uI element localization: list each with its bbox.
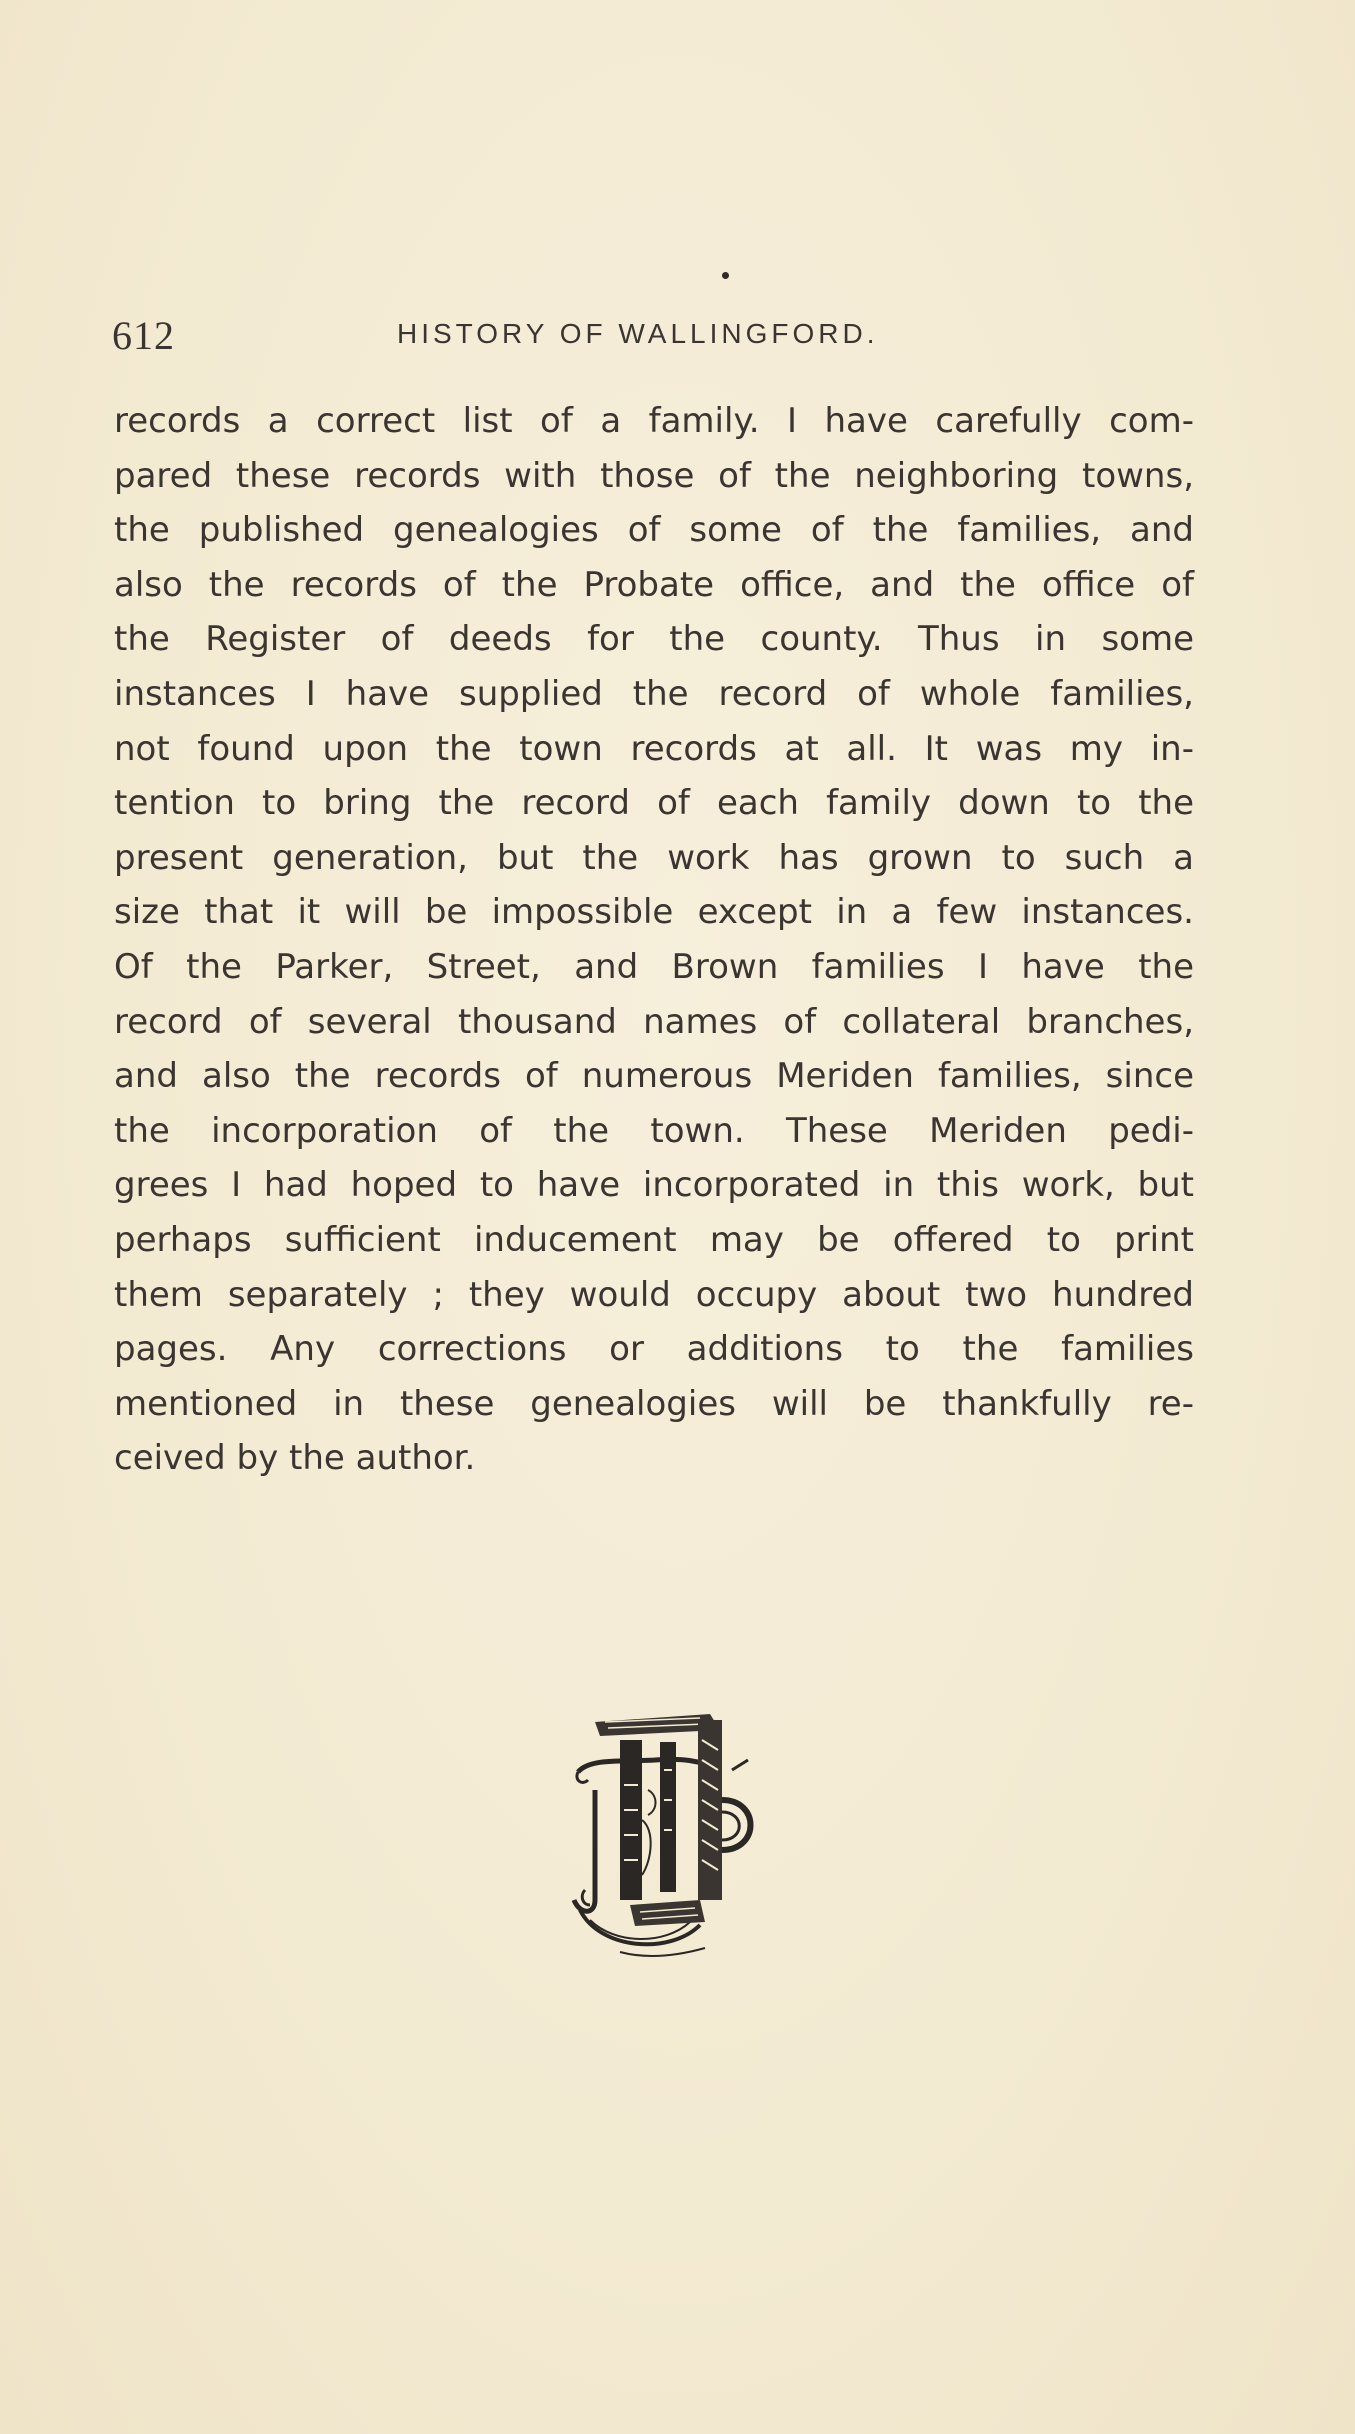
text-line: pages. Any corrections or additions to the families xyxy=(114,1329,1194,1370)
text-line: and also the records of numerous Meriden families, since xyxy=(114,1056,1194,1097)
text-line: the Register of deeds for the county. Thus in some xyxy=(114,619,1194,660)
text-line: records a correct list of a family. I have carefully com- xyxy=(114,401,1194,441)
text-line: instances I have supplied the record of whole families, xyxy=(114,673,1194,714)
text-line: ceived by the author. xyxy=(114,1438,476,1479)
text-line: tention to bring the record of each family down to the xyxy=(114,783,1194,824)
text-line: not found upon the town records at all. It was my in- xyxy=(114,728,1194,769)
body-paragraph xyxy=(114,394,1194,1486)
text-line: pared these records with those of the neighboring towns, xyxy=(114,455,1194,496)
page-number: 612 xyxy=(112,313,175,358)
running-head: HISTORY OF WALLINGFORD. xyxy=(397,318,879,349)
text-line: the published genealogies of some of the families, and xyxy=(114,510,1194,551)
text-line: present generation, but the work has grown to such a xyxy=(114,837,1194,878)
text-line: perhaps sufficient inducement may be offered to print xyxy=(114,1219,1194,1260)
text-line: the incorporation of the town. These Meriden pedi- xyxy=(114,1110,1194,1151)
text-line: mentioned in these genealogies will be thankfully re- xyxy=(114,1383,1194,1424)
text-line: Of the Parker, Street, and Brown families I have the xyxy=(114,946,1194,987)
text-line: record of several thousand names of collateral branches, xyxy=(114,1001,1194,1042)
page-header xyxy=(112,312,1202,362)
text-line: grees I had hoped to have incorporated in this work, but xyxy=(114,1165,1194,1206)
text-line: also the records of the Probate office, and the office of xyxy=(114,564,1194,605)
print-speck xyxy=(722,272,729,279)
text-line: them separately ; they would occupy about two hundred xyxy=(114,1274,1194,1315)
decorative-monogram-tailpiece-icon xyxy=(560,1700,775,1960)
text-line: size that it will be impossible except in a few instances. xyxy=(114,892,1194,933)
